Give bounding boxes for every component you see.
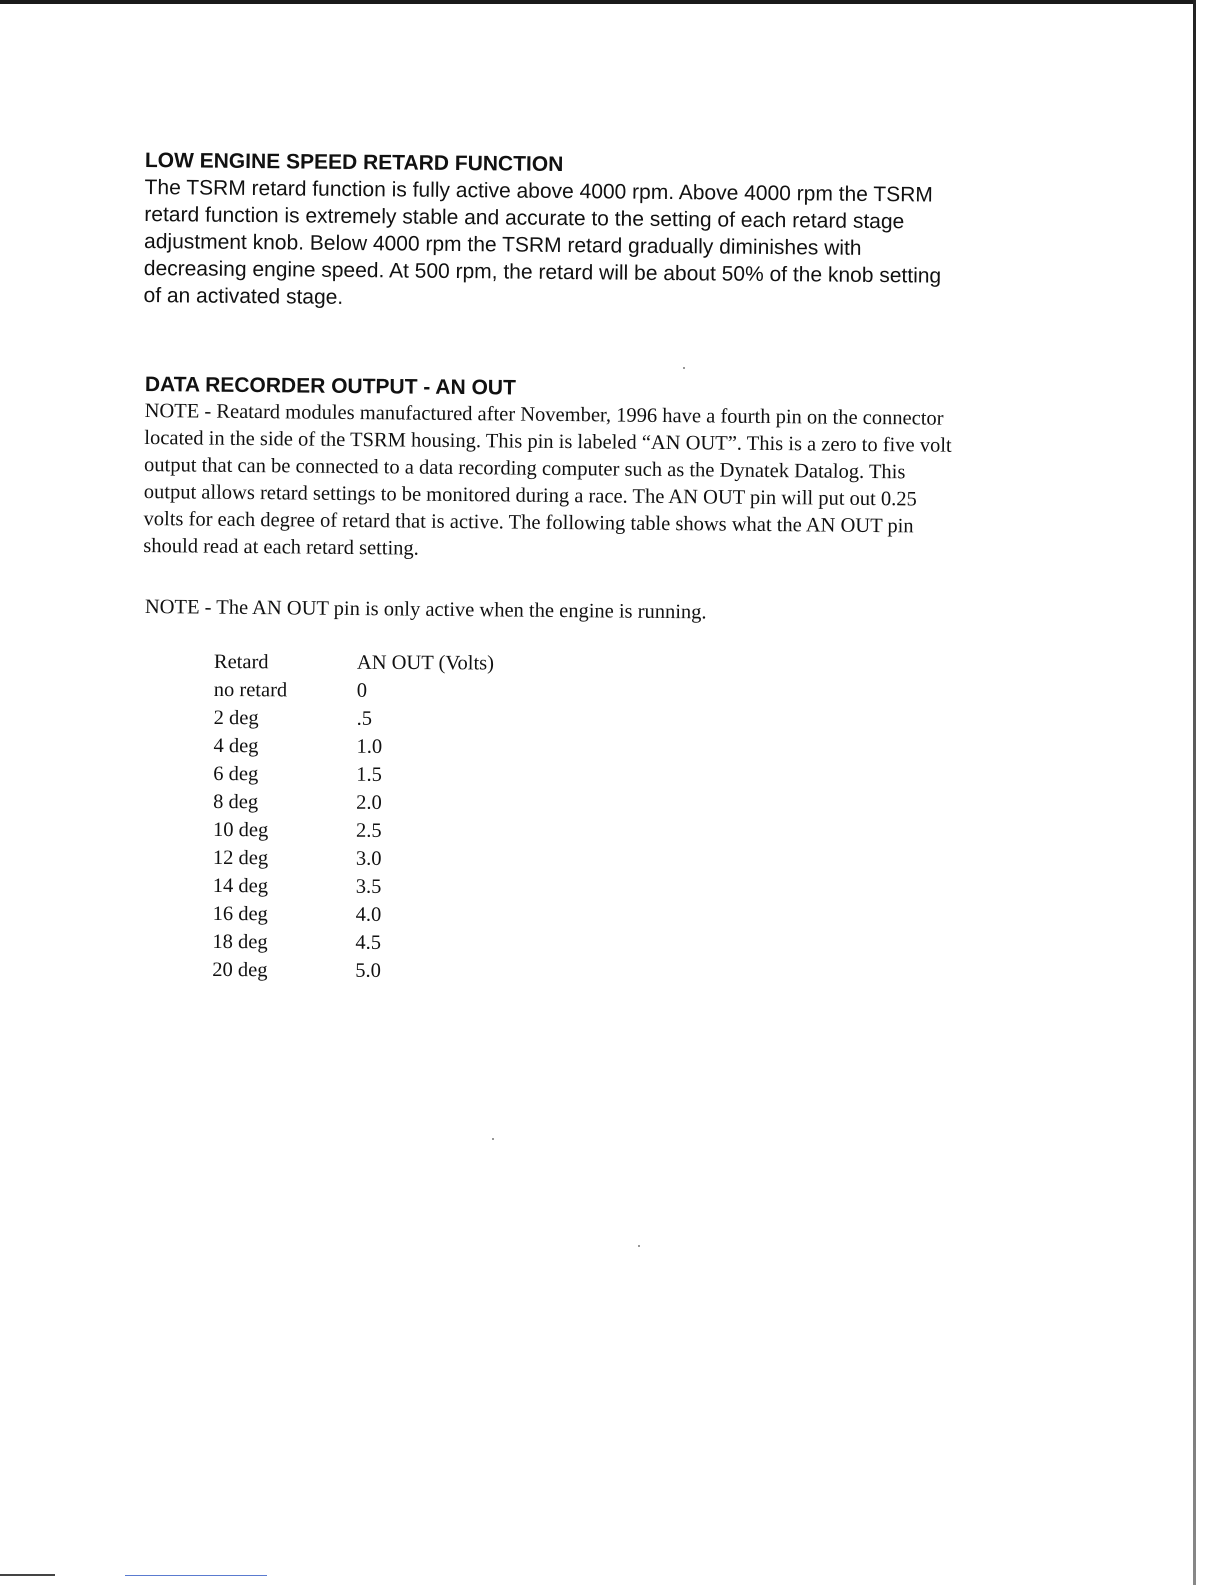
table-header-row bbox=[214, 648, 494, 677]
table-row bbox=[212, 956, 492, 985]
paragraph-line: NOTE - Reatard modules manufactured after November, 1996 have a fourth pin on the connector bbox=[144, 399, 944, 430]
volts-cell: 2.0 bbox=[356, 791, 382, 814]
retard-cell: 12 deg bbox=[212, 846, 269, 870]
table-row bbox=[213, 900, 493, 929]
retard-cell: 2 deg bbox=[213, 706, 259, 730]
section-heading: DATA RECORDER OUTPUT - AN OUT bbox=[144, 372, 516, 400]
retard-cell: 20 deg bbox=[212, 958, 268, 982]
volts-cell: 1.0 bbox=[356, 735, 383, 758]
table-row bbox=[213, 760, 493, 789]
volts-cell: 3.0 bbox=[355, 847, 382, 870]
retard-cell: no retard bbox=[213, 678, 288, 702]
retard-cell: 4 deg bbox=[213, 734, 259, 758]
table-row bbox=[213, 844, 493, 873]
paragraph-line: volts for each degree of retard that is active. The following table shows what the AN OUT pin bbox=[143, 507, 914, 538]
scan-top-edge bbox=[0, 0, 1195, 4]
retard-cell: 8 deg bbox=[213, 790, 259, 814]
paragraph-line: of an activated stage. bbox=[143, 283, 344, 309]
retard-cell: 10 deg bbox=[212, 818, 269, 842]
scan-speck bbox=[683, 367, 685, 369]
retard-cell: 18 deg bbox=[212, 930, 268, 954]
table-row bbox=[213, 732, 493, 761]
volts-cell: 0 bbox=[356, 679, 368, 702]
volts-cell: 4.5 bbox=[355, 931, 382, 954]
retard-cell: 16 deg bbox=[212, 902, 268, 926]
table-row bbox=[213, 816, 493, 845]
retard-cell: 14 deg bbox=[212, 874, 269, 898]
volts-cell: 3.5 bbox=[355, 875, 382, 898]
paragraph-line: adjustment knob. Below 4000 rpm the TSRM retard gradually diminishes with bbox=[143, 229, 862, 260]
volts-cell: 5.0 bbox=[355, 959, 381, 982]
paragraph-line: output allows retard settings to be monitored during a race. The AN OUT pin will put out 0.25 bbox=[143, 480, 917, 511]
volts-cell: 1.5 bbox=[356, 763, 383, 786]
volts-cell: 2.5 bbox=[355, 819, 382, 842]
paragraph-line: decreasing engine speed. At 500 rpm, the retard will be about 50% of the knob setting bbox=[143, 256, 942, 288]
table-row bbox=[213, 788, 493, 817]
table-row bbox=[213, 872, 493, 901]
data-recorder-section bbox=[143, 372, 1065, 569]
volts-cell: .5 bbox=[356, 707, 373, 730]
scan-bottom-line bbox=[125, 1575, 267, 1576]
table-row bbox=[214, 704, 494, 733]
retard-voltage-table bbox=[212, 648, 494, 985]
section-heading: LOW ENGINE SPEED RETARD FUNCTION bbox=[144, 148, 564, 177]
paragraph-line: located in the side of the TSRM housing. This pin is labeled “AN OUT”. This is a zero to five volt bbox=[144, 426, 952, 457]
scan-bottom-mark bbox=[0, 1574, 55, 1576]
paragraph-line: should read at each retard setting. bbox=[143, 534, 419, 560]
scan-right-edge bbox=[1193, 0, 1196, 1585]
volts-cell: 4.0 bbox=[355, 903, 382, 926]
table-row bbox=[214, 676, 494, 705]
table-row bbox=[212, 928, 492, 957]
retard-cell: 6 deg bbox=[213, 762, 259, 786]
an-out-active-note: NOTE - The AN OUT pin is only active when the engine is running. bbox=[144, 595, 707, 624]
scan-speck bbox=[492, 1138, 494, 1140]
paragraph-line: output that can be connected to a data recording computer such as the Dynatek Datalog. This bbox=[144, 453, 906, 484]
column-header-an-out: AN OUT (Volts) bbox=[356, 651, 495, 675]
column-header-retard: Retard bbox=[213, 650, 269, 674]
paragraph-line: retard function is extremely stable and accurate to the setting of each retard stage bbox=[144, 202, 905, 234]
paragraph-line: The TSRM retard function is fully active above 4000 rpm. Above 4000 rpm the TSRM bbox=[144, 175, 933, 207]
low-speed-retard-section bbox=[143, 148, 1065, 318]
scan-speck bbox=[638, 1245, 640, 1247]
